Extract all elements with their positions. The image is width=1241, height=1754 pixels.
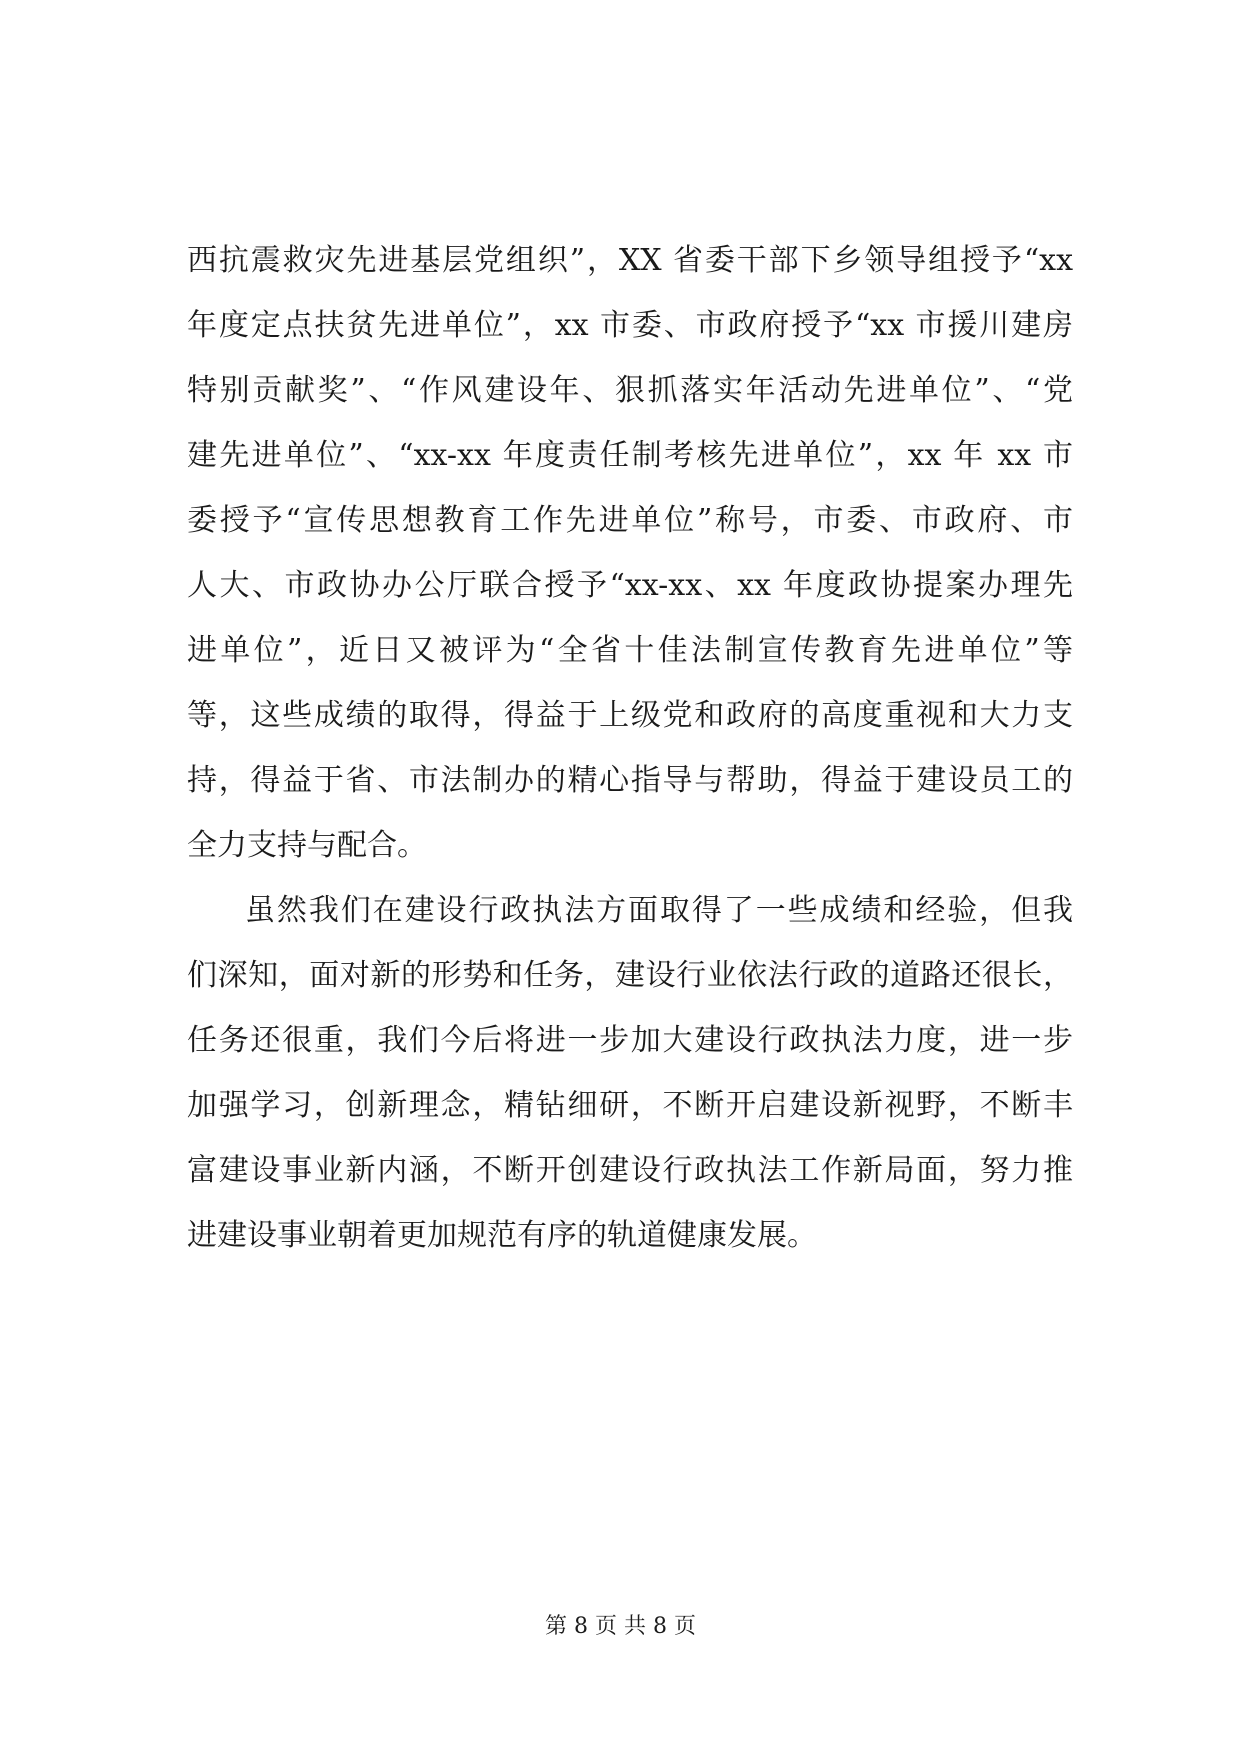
paragraph-1 — [187, 228, 1073, 878]
text-line: 富建设事业新内涵，不断开创建设行政执法工作新局面，努力推 — [187, 1153, 1073, 1188]
text-line: 们深知，面对新的形势和任务，建设行业依法行政的道路还很长， — [187, 958, 1073, 993]
text-line: 建先进单位”、“xx-xx 年度责任制考核先进单位”，xx 年 xx 市 — [187, 438, 1073, 473]
text-line: 等，这些成绩的取得，得益于上级党和政府的高度重视和大力支 — [187, 698, 1073, 733]
text-line: 持，得益于省、市法制办的精心指导与帮助，得益于建设员工的 — [187, 763, 1073, 798]
text-line: 全力支持与配合。 — [187, 828, 427, 863]
text-line: 委授予“宣传思想教育工作先进单位”称号，市委、市政府、市 — [187, 503, 1073, 538]
text-line: 特别贡献奖”、“作风建设年、狠抓落实年活动先进单位”、“党 — [187, 373, 1073, 408]
text-line: 年度定点扶贫先进单位”，xx 市委、市政府授予“xx 市援川建房 — [187, 308, 1073, 343]
text-line: 西抗震救灾先进基层党组织”，XX 省委干部下乡领导组授予“xx — [187, 243, 1073, 278]
paragraph-2 — [187, 878, 1073, 1268]
page-number-footer: 第 8 页 共 8 页 — [545, 1614, 696, 1639]
text-line: 进单位”，近日又被评为“全省十佳法制宣传教育先进单位”等 — [187, 633, 1073, 668]
text-line: 人大、市政协办公厅联合授予“xx-xx、xx 年度政协提案办理先 — [187, 568, 1073, 603]
text-line: 任务还很重，我们今后将进一步加大建设行政执法力度，进一步 — [187, 1023, 1073, 1058]
text-line: 加强学习，创新理念，精钻细研，不断开启建设新视野，不断丰 — [187, 1088, 1073, 1123]
document-body — [187, 228, 1073, 1268]
text-line: 进建设事业朝着更加规范有序的轨道健康发展。 — [187, 1218, 817, 1253]
text-line: 虽然我们在建设行政执法方面取得了一些成绩和经验，但我 — [245, 893, 1073, 928]
